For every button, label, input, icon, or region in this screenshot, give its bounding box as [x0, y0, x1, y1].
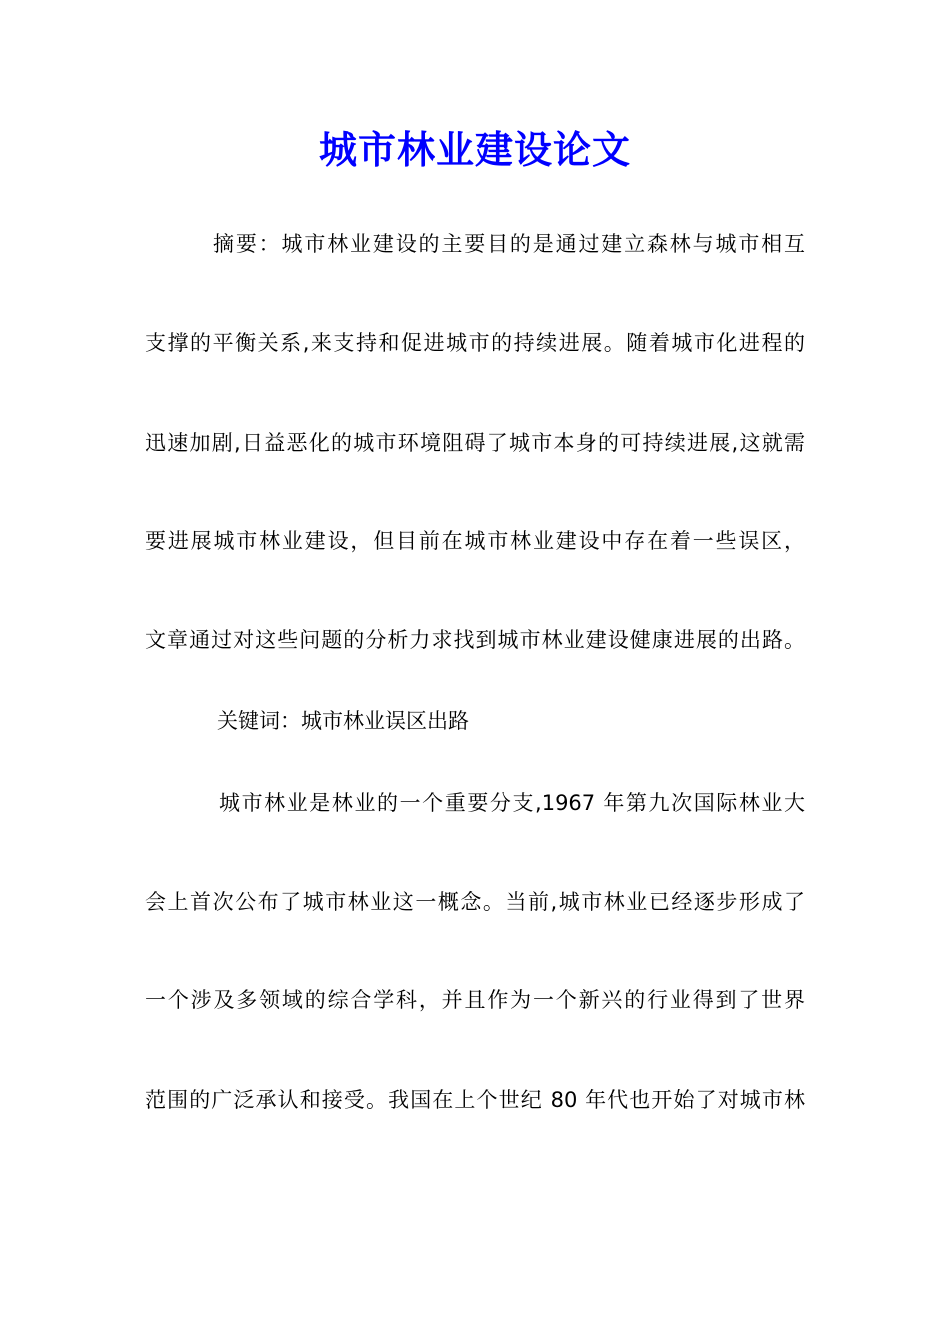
body-line: 城市林业是林业的一个重要分支,1967 年第九次国际林业大: [219, 791, 805, 815]
abstract-line: 文章通过对这些问题的分析力求找到城市林业建设健康进展的出路。: [145, 628, 805, 652]
body-line: 会上首次公布了城市林业这一概念。当前,城市林业已经逐步形成了: [145, 890, 805, 914]
document-title: 城市林业建设论文: [318, 127, 631, 172]
abstract-line: 摘要：城市林业建设的主要目的是通过建立森林与城市相互: [213, 232, 805, 256]
body-line: 一个涉及多领域的综合学科，并且作为一个新兴的行业得到了世界: [145, 988, 805, 1012]
abstract-line: 支撑的平衡关系,来支持和促进城市的持续进展。随着城市化进程的: [145, 331, 805, 355]
abstract-line: 迅速加剧,日益恶化的城市环境阻碍了城市本身的可持续进展,这就需: [145, 431, 805, 455]
keywords-line: 关键词：城市林业误区出路: [217, 709, 469, 733]
body-line: 范围的广泛承认和接受。我国在上个世纪 80 年代也开始了对城市林: [145, 1088, 805, 1112]
abstract-line: 要进展城市林业建设，但目前在城市林业建设中存在着一些误区，: [145, 529, 805, 553]
